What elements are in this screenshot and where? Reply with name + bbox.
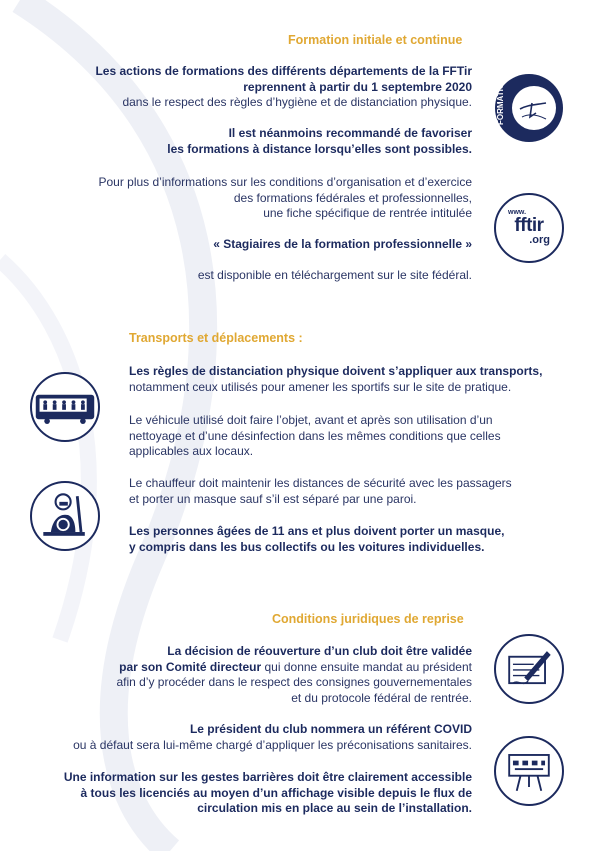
text-line: y compris dans les bus collectifs ou les voitures individuelles. — [129, 539, 485, 554]
text-normal: qui donne ensuite mandat au président — [261, 659, 472, 674]
text-line: Les règles de distanciation physique doivent s’appliquer aux transports, — [129, 364, 543, 378]
text-line: Le président du club nommera un référent COVID — [189, 722, 472, 736]
text-line: circulation mis en place au sein de l’installation. — [197, 801, 472, 815]
text-line: afin d’y procéder dans le respect des consignes gouvernementales — [116, 675, 472, 689]
text-bold: par son Comité directeur — [119, 659, 262, 674]
text-line: Les actions de formations des différents départements de la FFTir — [95, 64, 472, 78]
text-line: reprennent à partir du 1 septembre 2020 — [243, 79, 472, 94]
badge-org: .org — [529, 234, 550, 246]
text-line: Les personnes âgées de 11 ans et plus doivent porter un masque, — [129, 524, 505, 538]
text-line: Le véhicule utilisé doit faire l’objet, avant et après son utilisation d’un — [129, 413, 493, 427]
transports-paragraph-1 — [129, 364, 542, 395]
text-line: La décision de réouverture d’un club doit être validée — [167, 644, 472, 658]
text-line: Une information sur les gestes barrières doit être clairement accessible — [63, 770, 472, 784]
text-line: Pour plus d’informations sur les conditions d’organisation et d’exercice — [98, 175, 472, 189]
transports-paragraph-2 — [129, 413, 501, 460]
formation-paragraph-1 — [95, 64, 472, 95]
section-heading-transports: Transports et déplacements : — [129, 331, 303, 345]
fftir-website-icon — [494, 193, 564, 263]
section-heading-formation: Formation initiale et continue — [288, 33, 463, 47]
text-line: les formations à distance lorsqu’elles sont possibles. — [167, 141, 472, 156]
driver-mask-icon — [30, 481, 100, 551]
text-line: Le chauffeur doit maintenir les distances de sécurité avec les passagers — [129, 476, 512, 490]
formation-paragraph-1-normal: dans le respect des règles d’hygiène et de distanciation physique. — [122, 95, 472, 109]
transports-paragraph-4 — [129, 524, 504, 555]
formation-paragraph-3 — [98, 175, 472, 222]
text-line: applicables aux locaux. — [129, 444, 254, 458]
badge-fftir: fftir — [514, 215, 544, 236]
bus-passengers-icon — [30, 372, 100, 442]
formation-quote: « Stagiaires de la formation professionnelle » — [213, 237, 472, 251]
section-heading-conditions: Conditions juridiques de reprise — [272, 612, 464, 626]
text-line: une fiche spécifique de rentrée intitulée — [263, 206, 472, 220]
transports-paragraph-3 — [129, 476, 512, 507]
signature-pen-icon — [494, 634, 564, 704]
formation-paragraph-4: est disponible en téléchargement sur le site fédéral. — [197, 268, 472, 282]
text-line: notamment ceux utilisés pour amener les sportifs sur le site de pratique. — [129, 379, 512, 394]
text-line: et porter un masque sauf s’il est séparé par une paroi. — [129, 491, 417, 506]
text-line: des formations fédérales et professionnelles, — [233, 190, 472, 205]
badge-www: www. — [508, 209, 527, 216]
billboard-display-icon — [494, 736, 564, 806]
formation-paragraph-2 — [167, 126, 472, 157]
formation-badge-icon — [494, 73, 564, 143]
text-line: et du protocole fédéral de rentrée. — [291, 690, 472, 705]
conditions-paragraph-3 — [64, 770, 472, 817]
conditions-paragraph-2 — [73, 722, 472, 753]
text-line: Il est néanmoins recommandé de favoriser — [228, 126, 472, 140]
text-line: nettoyage et d’une désinfection dans les mêmes conditions que celles — [129, 428, 501, 443]
formation-badge-label: FORMATION — [496, 77, 505, 125]
text-line: ou à défaut sera lui-même chargé d’appliquer les préconisations sanitaires. — [73, 737, 472, 752]
text-line: à tous les licenciés au moyen d’un affichage visible depuis le flux de — [80, 785, 472, 800]
conditions-paragraph-1 — [116, 644, 472, 706]
